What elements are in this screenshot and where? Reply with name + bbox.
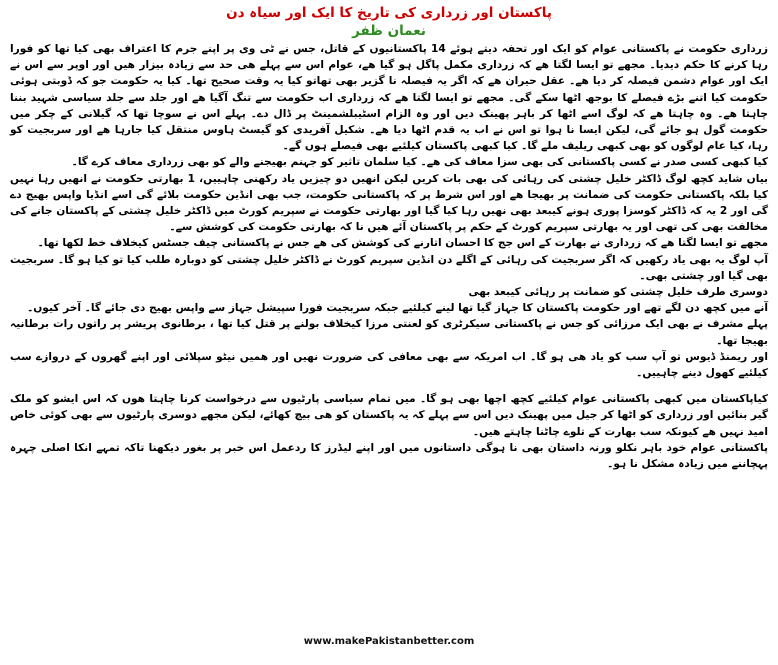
article-author: نعمان ظفر xyxy=(352,23,426,39)
paragraph-11: پاکستانی عوام خود باہر نکلو ورنہ داستان بھی نا ہوگی داستانوں میں اور اپنے لیڈرز کا ردعمل اس خبر پر بغور دیکھنا تاکہ تمہے انکا اصلی چہرہ پہچاننے میں زیادہ مشکل نا ہو۔ xyxy=(10,441,768,471)
paragraph-7: آنے میں کچھ دن لگے تھے اور حکومت پاکستان کا جہاز گیا تھا لینے کیلئیے جبکہ سربجیت فورا سپیشل جہاز سے واپس بھیج دی جائے گا۔ آخر کیوں۔ xyxy=(27,302,768,315)
paragraph-4: مجھے تو ایسا لگتا ھے کہ زرداری نے بھارت کے اس جج کا احسان اتارنے کی کوشش کی ھے جس نے پاکستانی چیف جسٹس کیخلاف خط لکھا تھا۔ xyxy=(37,237,768,250)
footer-website: www.makePakistanbetter.com xyxy=(303,636,475,647)
article-title: پاکستان اور زرداری کی تاریخ کا ایک اور سیاہ دن xyxy=(226,5,552,21)
paragraph-9: اور ریمنڈ ڈیوس تو آپ سب کو یاد ھی ہو گا۔ اب امریکہ سے بھی معافی کی ضرورت نھیں اور ھمیں نیٹو سپلائی اور اپنے گھروں کے دروازے سب کیلئیے کھول دینے چاہییں۔ xyxy=(10,350,768,380)
paragraph-1: زرداری حکومت نے پاکستانی عوام کو ایک اور تحفہ دیتے ہوئے 14 پاکستانیوں کے قاتل، جس نے ٹی وی پر اپنے جرم کا اعتراف بھی کیا تھا کو فورا رہا کرنے کا حکم دیدیا۔ مجھے تو ایسا لگتا ھے کہ زرداری مکمل پاگل ہو گیا ھے، عوام اس سے پہلے ھی حد سے زیادہ بیزار ھیں اور اوپر سے اس نے ایک اور عوام دشمن فیصلہ کر دیا ھے۔ عقل حیران ھے کہ اگر یہ فیصلہ نا گزیر بھی تھاتو کیا یہ وقت صحیح تھا۔ کیا یہ حکومت جو کہ ڈوبتی ہوئی حکومت کیا اتنے بڑے فیصلے کا بوجھ اٹھا سکے گی۔ مجھے تو ایسا لگتا ھے کہ زرداری اب حکومت سے تنگ آگیا ھے اور جلد سے جلد سیاسی شہید بننا چاہتا ھے۔ وہ چاہتا ھے کہ لوگ اسے اٹھا کر باہر پھینک دیں اور وہ الزام اسٹیبلشمینٹ پر ڈال دے۔ پہلے اس نے سوچا تھا کہ گیلانی کے چکر میں حکومت گول ہو جائے گی، لیکن ایسا نا ہوا تو اس نے اب یہ قدم اٹھا دیا ھے۔ شکیل آفریدی کو گیسٹ ہاوس منتقل کیا جارہا ھے اور سربجیت کو رہا، کیا عام لوگوں کو بھی کبھی ریلیف ملے گا۔ کیا کبھی پاکستان کیلئیے بھی فیصلے ہوں گے۔ xyxy=(10,43,768,153)
paragraph-3: بیاں شاید کچھ لوگ ڈاکٹر خلیل چشتی کی رہائی کی بھی بات کریں لیکن انھیں دو چیزیں یاد رکھنی چاہییں، 1 بھارتی حکومت نے انھیں رہا نہیں کیا بلکہ پاکستانی حکومت کی ضمانت پر بھیجا ھے اور اس شرط پر کہ پاکستانی حکومت، جب بھی انڈین حکومت بلائے گی اسے انڈیا واپس بھیج دے گی اور 2 یہ کہ ڈاکٹر کوسزا پوری ہونے کیبعد بھی نھیں رہا کیا گیا اور بھارتی حکومت نے سپریم کورٹ میں ڈاکٹر خلیل چشتی کے پاکستان جانے کی مخالفت بھی کی تھی اور یہ بھارتی سپریم کورٹ کے حکم پر پاکستان آئے ھیں نا کہ بھارتی حکومت کی کوشش سے۔ xyxy=(10,172,768,234)
paragraph-10: کیاپاکستان میں کبھی پاکستانی عوام کیلئیے کچھ اچھا بھی ہو گا۔ میں تمام سیاسی پارٹیوں سے درخواست کرنا چاہتا ھوں کہ اس ایشو کو ملک گیر بنائیں اور زرداری کو اٹھا کر جیل میں پھینک دیں اس سے پہلے کہ یہ پاکستان کو ھی بیچ کھائے، لیکن مجھے دوسری پارٹیوں سے بھی کوئی خاص امید نہیں ھے کیونکہ سب بھارت کے تلوے چاٹنا چاہتے ھیں۔ xyxy=(10,393,768,438)
article-body xyxy=(10,41,768,472)
paragraph-6: دوسری طرف خلیل چشتی کو ضمانت پر رہائی کیبعد بھی xyxy=(468,286,768,299)
paragraph-5: آپ لوگ یہ بھی یاد رکھیں کہ اگر سربجیت کی رہائی کے اگلے دن انڈین سپریم کورٹ نے ڈاکٹر خلیل چشتی کو دوبارہ طلب کیا تو کیا ہو گا۔ سربجیت بھی گیا اور چشتی بھی۔ xyxy=(10,253,768,282)
paragraph-2: کیا کبھی کسی صدر نے کسی پاکستانی کی بھی سزا معاف کی ھے۔ کیا سلمان تاثیر کو جہنم بھیجنے والے کو بھی زرداری معاف کرے گا۔ xyxy=(71,156,768,169)
paragraph-8: پہلے مشرف نے بھی ایک مرزائی کو جس نے پاکستانی سیکرٹری کو لعنتی مرزا کیخلاف بولنے پر قتل کیا تھا ، برطانوی پریشر پر راتوں رات برطانیہ بھیجا تھا۔ xyxy=(10,318,768,347)
